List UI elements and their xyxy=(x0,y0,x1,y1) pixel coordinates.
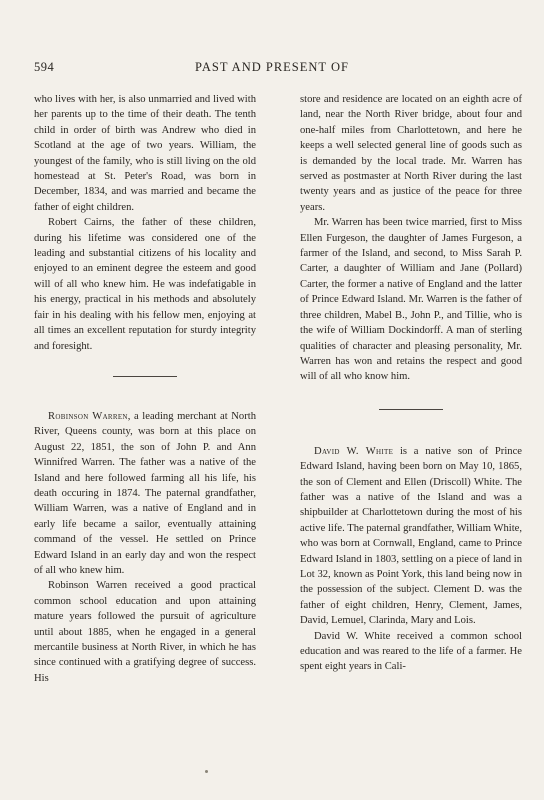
right-column xyxy=(300,92,522,675)
section-divider xyxy=(113,376,177,377)
paragraph: Mr. Warren has been twice married, first to Miss Ellen Furgeson, the daughter of James Furgeson, a farmer of the Island, and second, to Miss Sarah P. Carter, a daughter of William and Jane (Pollard) Carter, the former a native of England and the latter of Prince Edward Island. Mr. Warren is the father of three children, Mabel B., John P., and Tillie, who is the wife of William Dockindorff. A man of sterling qualities of character and pleasing personality, Mr. Warren has won and retains the respect and good will of all who know him. xyxy=(300,217,522,383)
paragraph-text: , a leading merchant at North River, Queens county, was born at this place on August 22, 1851, the son of John P. and Ann Winnifred Warren. The father was a native of the Island and here followed farming all his life, his death occuring in 1874. The paternal grandfather, William Warren, was a native of England and in early life became a sailor, eventually attaining command of the vessel. He settled on Prince Edward Island in an early day and won the respect of all who knew him. xyxy=(34,410,256,576)
paragraph xyxy=(300,444,522,629)
subject-name: David W. White xyxy=(314,445,394,457)
paragraph: who lives with her, is also unmarried and lived with her parents up to the time of their death. The tenth child in order of birth was Andrew who died in Scotland at the age of two years. William, the youngest of the family, who is still living on the old homestead at St. Peter's Road, was born in December, 1834, and was married and became the father of eight children. xyxy=(34,94,256,213)
paragraph: store and residence are located on an eighth acre of land, near the North River bridge, about four and one-half miles from Charlottetown, and here he keeps a well selected general line of goods such as is demanded by the local trade. Mr. Warren has served as postmaster at North River during the last twenty years and as justice of the peace for three years. xyxy=(300,94,522,213)
paragraph-text: is a native son of Prince Edward Island, having been born on May 10, 1865, the son of Clement and Ellen (Driscoll) White. The father was a native of the Island and was a shipbuilder at Charlottetown during the most of his active life. The paternal grandfather, William White, who was born at Cornwall, England, came to Prince Edward Island in 1803, settling on a piece of land in Lot 32, known as Point York, this land being now in the possession of the subject. Clement D. was the father of eight children, Henry, Clement, James, David, Lemuel, Clarinda, Mary and Lois. xyxy=(300,445,522,627)
paragraph: Robinson Warren received a good practical common school education and upon attaining mature years followed the pursuit of agriculture until about 1885, when he engaged in a general mercantile business at North River, in which he has since continued with a gratifying degree of success. His xyxy=(34,580,256,684)
paper-speck xyxy=(205,770,208,773)
running-title: PAST AND PRESENT OF xyxy=(195,60,349,74)
subject-name: Robinson Warren xyxy=(48,410,128,422)
paragraph: David W. White received a common school education and was reared to the life of a farmer. He spent eight years in Cali- xyxy=(300,630,522,673)
left-column xyxy=(34,92,256,686)
paragraph xyxy=(34,409,256,578)
paragraph: Robert Cairns, the father of these children, during his lifetime was considered one of the leading and substantial citizens of his locality and enjoyed to an eminent degree the esteem and good will of all who knew him. He was indefatigable in his energy, practical in his methods and absolutely fair in his dealing with his fellow men, enjoying at all times an excellent reputation for sturdy integrity and foresight. xyxy=(34,217,256,352)
section-divider xyxy=(379,409,443,410)
page-header xyxy=(34,60,510,76)
page-number: 594 xyxy=(34,60,55,74)
